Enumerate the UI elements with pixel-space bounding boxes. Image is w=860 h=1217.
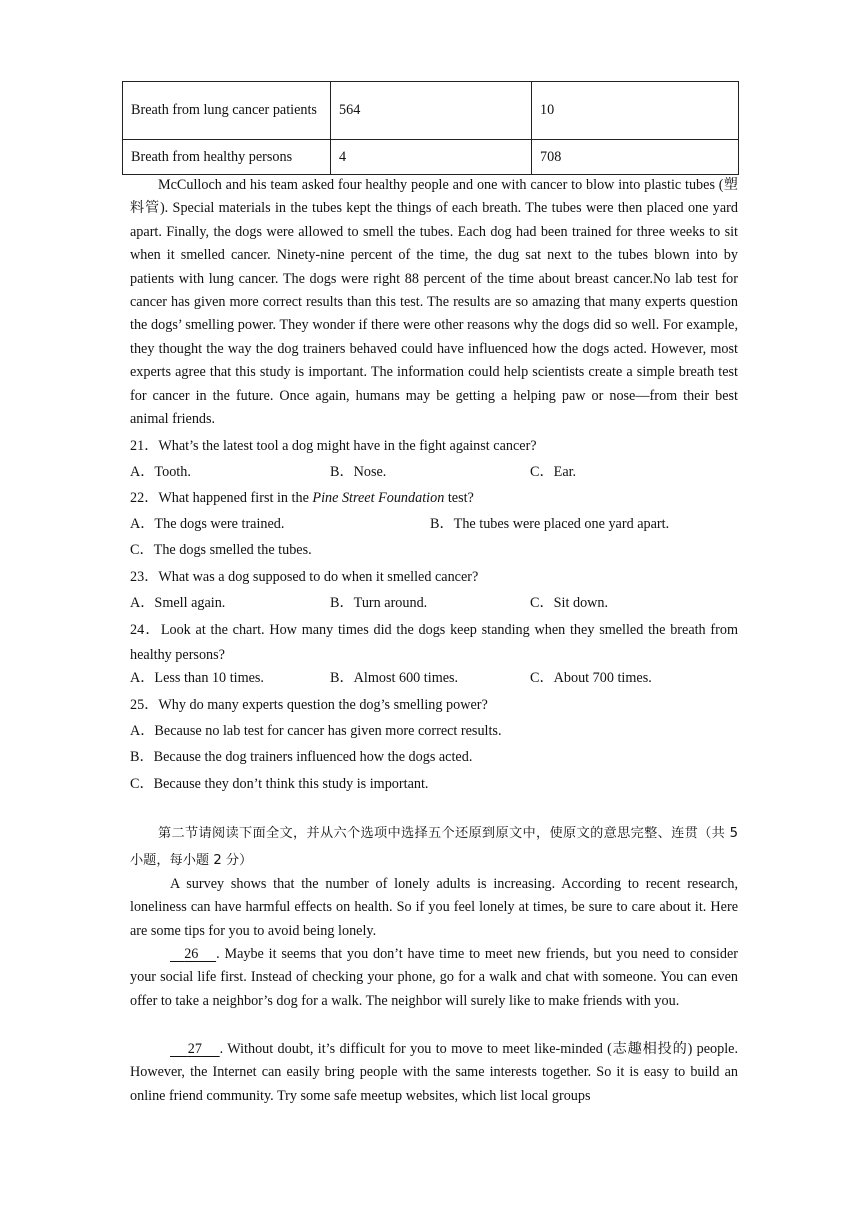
option-c: C．Ear. (530, 464, 577, 480)
question-25: 25．Why do many experts question the dog’s smelling power? (130, 697, 488, 713)
intro-paragraph (130, 873, 738, 943)
table-cell: Breath from lung cancer patients (123, 82, 331, 140)
results-table (122, 81, 739, 175)
paragraph-27 (130, 1038, 738, 1108)
option-a: A．Smell again. (130, 595, 226, 611)
foundation-name: Pine Street Foundation (312, 490, 445, 506)
option-b: B．Nose. (330, 464, 387, 480)
option-c: C．Sit down. (530, 595, 609, 611)
paragraph-26 (130, 943, 738, 1013)
question-22-stem-end: test? (444, 490, 474, 506)
option-b: B．Turn around. (330, 595, 428, 611)
paragraph-27-text: 27 . Without doubt, it’s difficult for you to move to meet like-minded (志趣相投的) people. However, the Internet can easily bring people with the same interests together. So it is easy to build an online friend community. Try some safe meetup websites, which list local groups (130, 1038, 738, 1108)
intro-text: A survey shows that the number of lonely adults is increasing. According to recent research, loneliness can have harmful effects on health. So if you feel lonely at times, be sure to care about it. Here are some tips for you to avoid being lonely. (130, 876, 738, 939)
question-21: 21．What’s the latest tool a dog might have in the fight against cancer? (130, 438, 537, 454)
passage-text: McCulloch and his team asked four healthy people and one with cancer to blow into plastic tubes (塑料管). Special materials in the tubes kept the things of each breath. The tubes were then placed one yard apart. Finally, the dogs were allowed to smell the tubes. Each dog had been trained for three weeks to sit when it smelled cancer. Ninety-nine percent of the time, the dug sat next to the tubes blown into by patients with lung cancer. The dogs were right 88 percent of the time about breast cancer.No lab test for cancer has given more correct results than this test. The results are so amazing that many experts question the dogs’ smelling power. They wonder if there were other reasons why the dogs did so well. For example, they thought the way the dog trainers behaved could have influenced how the dogs acted. However, most experts agree that this study is important. The information could help scientists create a simple breath test for cancer in the future. Once again, humans may be getting a helping paw or nose—from their best animal friends. (130, 177, 738, 428)
option-b: B．Almost 600 times. (330, 670, 459, 686)
table-cell: 564 (331, 82, 532, 140)
option-c: C．About 700 times. (530, 670, 652, 686)
answer-blank-26[interactable]: 26 (184, 946, 199, 962)
table-row (123, 140, 739, 175)
question-22 (130, 488, 474, 508)
option-c: C．The dogs smelled the tubes. (130, 542, 312, 558)
table-cell: Breath from healthy persons (123, 140, 331, 175)
option-c: C．Because they don’t think this study is important. (130, 776, 429, 792)
option-a: A．Tooth. (130, 464, 191, 480)
answer-blank-27[interactable]: 27 (187, 1041, 202, 1057)
option-a: A．Less than 10 times. (130, 670, 264, 686)
table-cell: 10 (532, 82, 739, 140)
section-2-instruction (130, 820, 738, 874)
table-cell: 4 (331, 140, 532, 175)
option-a: A．Because no lab test for cancer has given more correct results. (130, 723, 502, 739)
table-cell: 708 (532, 140, 739, 175)
option-b: B．The tubes were placed one yard apart. (430, 516, 670, 532)
paragraph-26-text: 26 . Maybe it seems that you don’t have time to meet new friends, but you need to consider your social life first. Instead of checking your phone, go for a walk and chat with someone. You can even offer to take a neighbor’s dog for a walk. The neighbor will surely like to make friends with you. (130, 943, 738, 1013)
question-23: 23．What was a dog supposed to do when it smelled cancer? (130, 569, 479, 585)
question-24 (130, 618, 738, 667)
passage-paragraph (130, 174, 738, 431)
option-b: B．Because the dog trainers influenced how the dogs acted. (130, 749, 473, 765)
question-22-stem: 22．What happened first in the (130, 490, 313, 506)
table-row (123, 82, 739, 140)
option-a: A．The dogs were trained. (130, 516, 285, 532)
question-24-stem: 24．Look at the chart. How many times did the dogs keep standing when they smelled the breath from healthy persons? (130, 622, 738, 663)
instruction-text: 第二节请阅读下面全文，并从六个选项中选择五个还原到原文中，使原文的意思完整、连贯（共 5 小题，每小题 2 分） (130, 826, 738, 868)
